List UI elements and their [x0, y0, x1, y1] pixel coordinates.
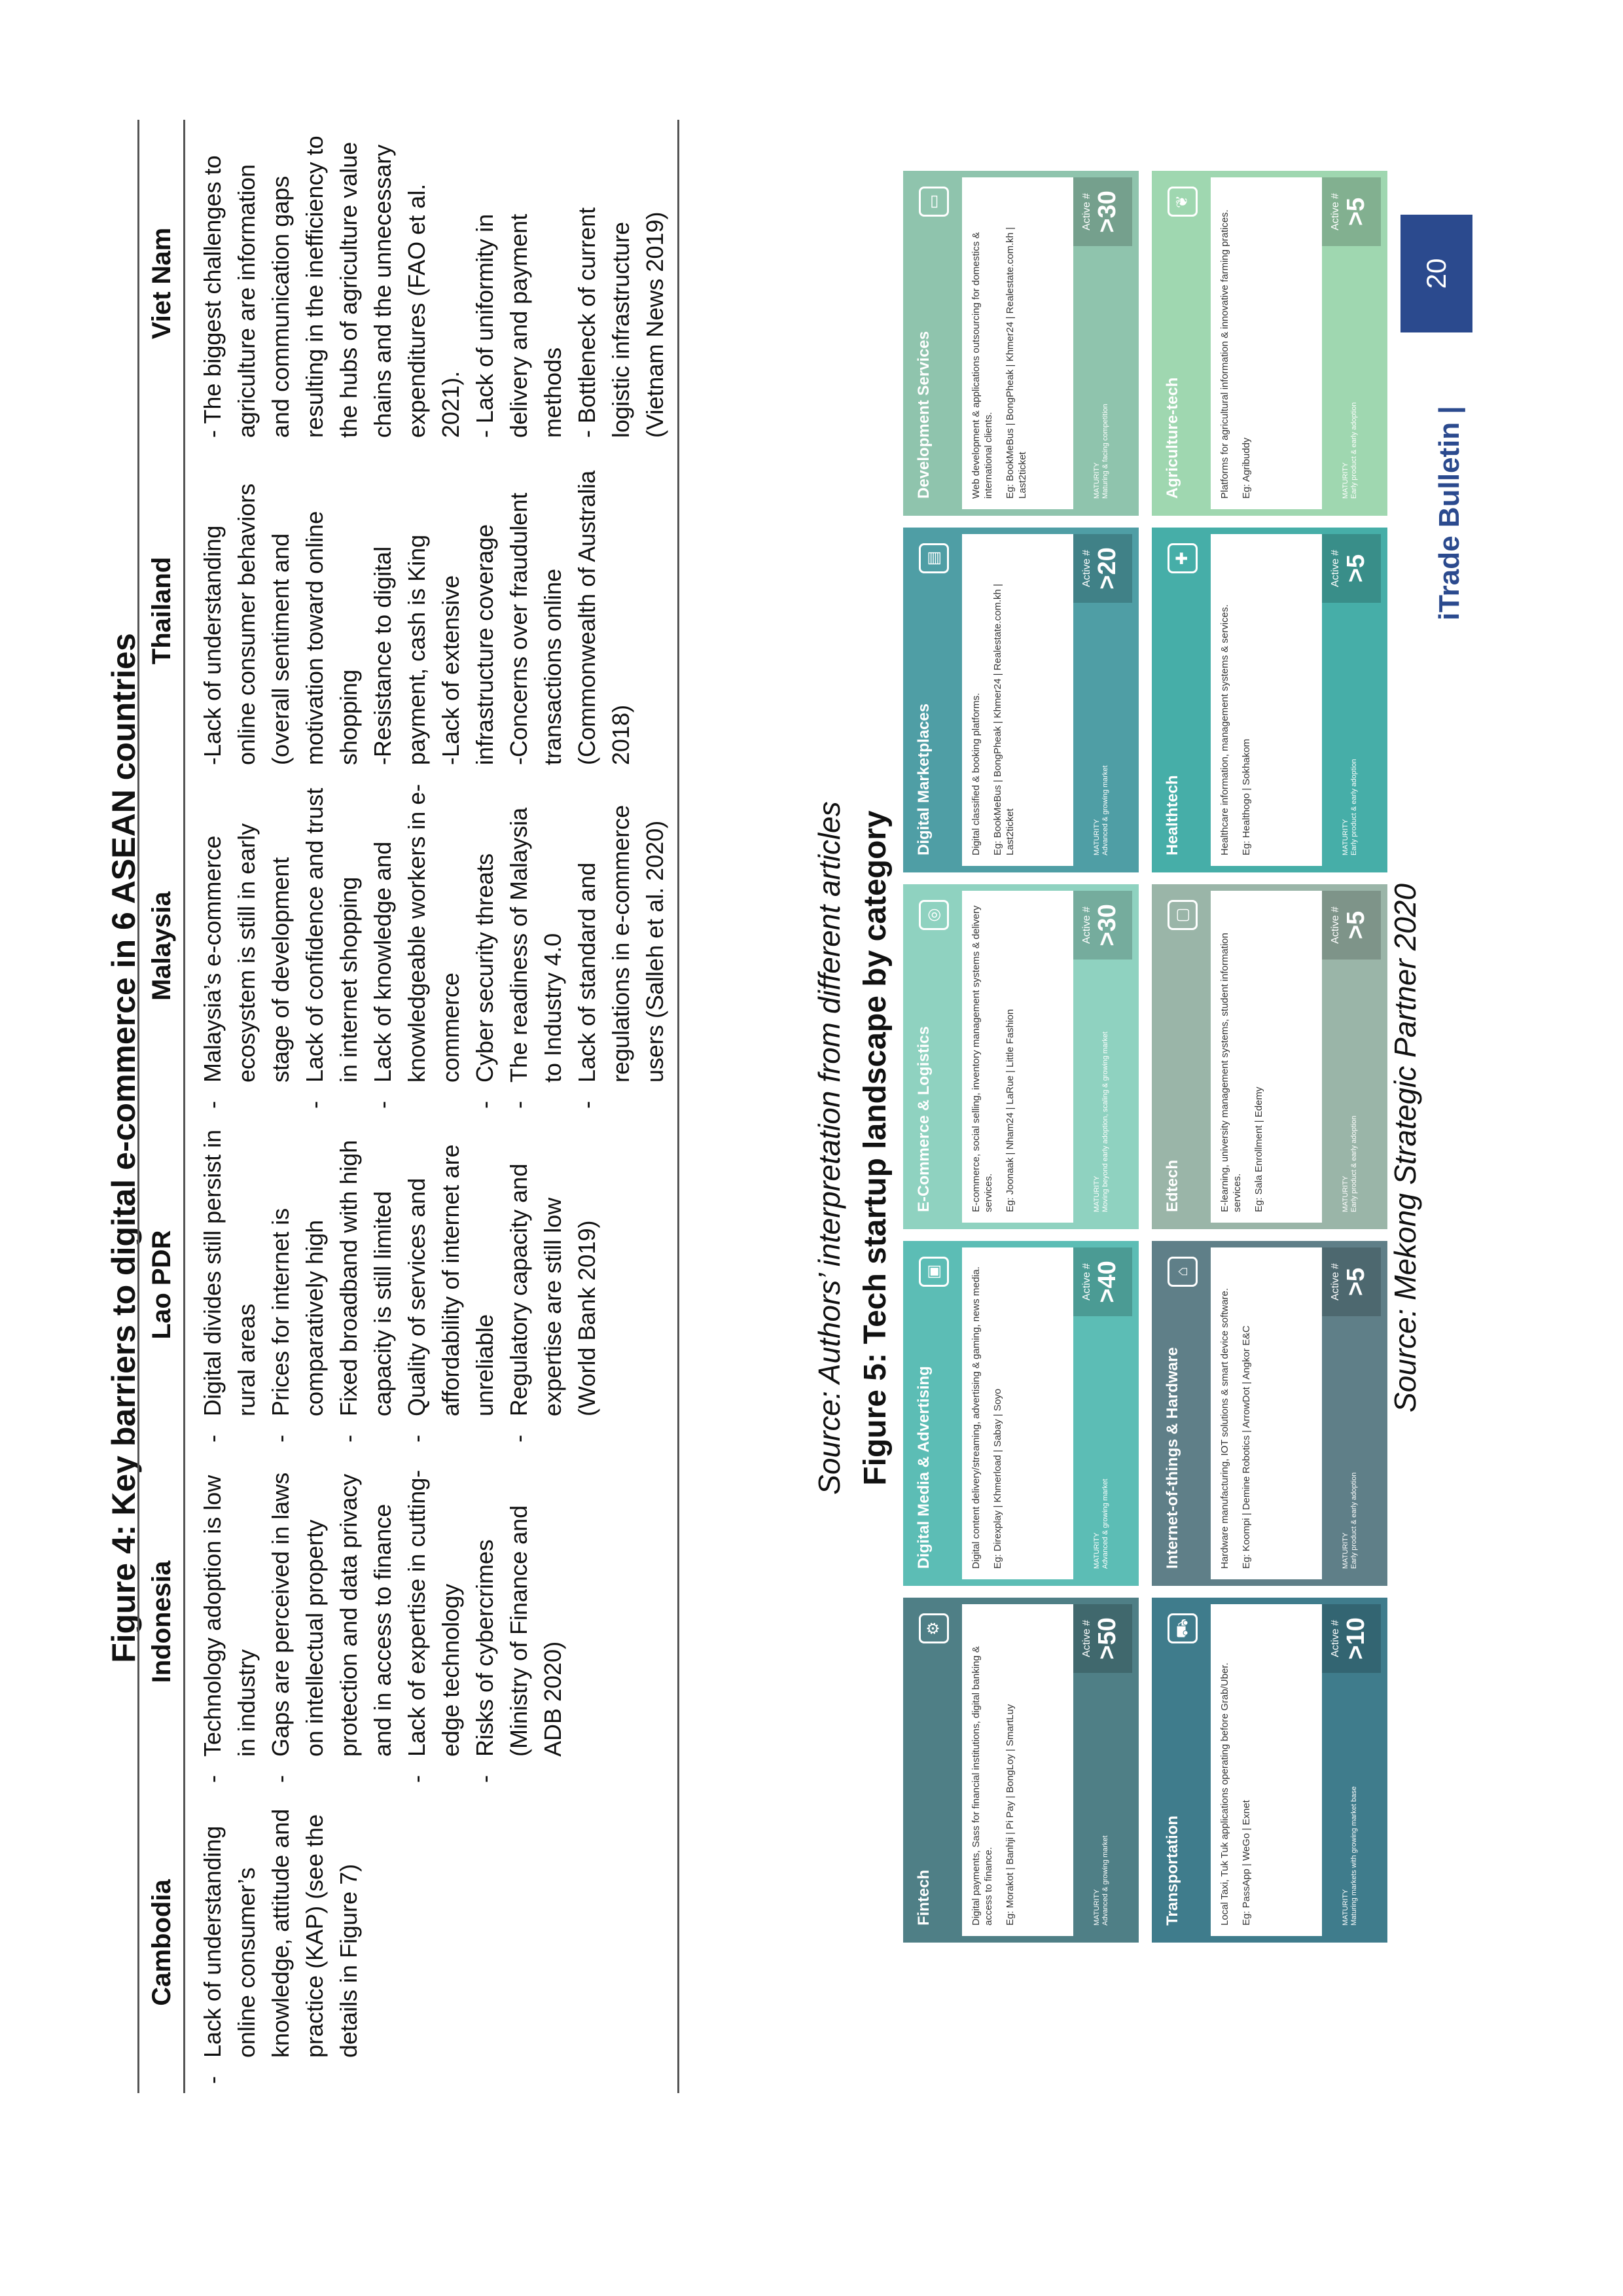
startup-card	[903, 884, 1139, 1229]
maturity	[1342, 607, 1359, 855]
card-body	[962, 1604, 1073, 1936]
active-label: Active #	[1330, 550, 1341, 587]
list-item: - Bottleneck of current logistic infrastructure (Vietnam News 2019)	[573, 207, 668, 438]
card-examples: Eg: Agribuddy	[1241, 437, 1252, 499]
list-item: - Cyber security threats	[468, 783, 502, 1109]
maturity-value: Early product & early adoption	[1350, 402, 1358, 499]
list-item: - Fixed broadband with high capacity is still limited	[332, 1127, 400, 1443]
maturity	[1093, 250, 1110, 499]
list-item: - Lack of expertise in cutting-edge technology	[400, 1461, 468, 1783]
card-description: Digital payments, Sass for financial institutions, digital banking & access to finance.	[971, 1646, 994, 1926]
maturity-label: MATURITY	[1093, 462, 1101, 499]
active-label: Active #	[1330, 906, 1341, 944]
list-item: - Malaysia’s e-commerce ecosystem is still in early stage of development	[196, 783, 298, 1109]
cell-vietnam	[185, 120, 679, 447]
table-row	[185, 120, 679, 2093]
card-header	[1158, 1247, 1211, 1579]
maturity-value: Early product & early adoption	[1350, 1472, 1358, 1569]
cell-cambodia	[185, 1792, 679, 2093]
card-header	[1158, 1604, 1211, 1936]
figure5-source: Source: Mekong Strategic Partner 2020	[1388, 884, 1422, 1413]
card-description: E-commerce, social selling, inventory management systems & delivery services.	[971, 905, 994, 1212]
maturity-label: MATURITY	[1093, 1889, 1101, 1926]
active-count	[1073, 891, 1132, 960]
card-examples: Eg: Morakot | Banhji | Pi Pay | BongLoy | SmartLuy	[1005, 1704, 1016, 1926]
card-description: Platforms for agricultural information & innovative farming pratices.	[1219, 209, 1230, 499]
active-value: >30	[1094, 904, 1121, 946]
category-icon: ⚙	[919, 1613, 949, 1643]
active-value: >30	[1094, 190, 1121, 233]
card-body	[1211, 177, 1322, 509]
card-description: Local Taxi, Tuk Tuk applications operating before Grab/Uber.	[1219, 1662, 1230, 1926]
card-examples: Eg: Joonaak | Nham24 | LaRue | Little Fashion	[1005, 1009, 1016, 1212]
active-value: >20	[1094, 547, 1121, 590]
maturity-value: Advanced & growing market	[1101, 1479, 1109, 1569]
page-number: 20	[1400, 215, 1472, 332]
col-header-malaysia: Malaysia	[139, 774, 185, 1118]
active-value: >40	[1094, 1261, 1121, 1303]
maturity	[1342, 963, 1359, 1212]
list-item: - Lack of standard and regulations in e-commerce users (Salleh et al. 2020)	[570, 783, 672, 1109]
card-body	[1211, 534, 1322, 866]
active-count	[1073, 1247, 1132, 1316]
active-value: >10	[1342, 1617, 1370, 1660]
card-title: Healthtech	[1164, 775, 1181, 855]
maturity	[1093, 963, 1110, 1212]
active-label: Active #	[1081, 906, 1092, 944]
startup-card	[1152, 528, 1387, 872]
list-item: - Risks of cybercrimes (Ministry of Finance and ADB 2020)	[468, 1461, 570, 1783]
card-header	[910, 177, 962, 509]
category-icon: ▣	[919, 1257, 949, 1287]
maturity	[1342, 1677, 1359, 1926]
card-title: Digital Media & Advertising	[915, 1366, 933, 1569]
card-description: Hardware manufacturing, IOT solutions & smart device software.	[1219, 1287, 1230, 1569]
card-title: Development Services	[915, 331, 933, 499]
col-header-laopdr: Lao PDR	[139, 1118, 185, 1452]
active-count	[1322, 891, 1381, 960]
card-body	[962, 177, 1073, 509]
maturity	[1342, 1320, 1359, 1569]
maturity	[1093, 1320, 1110, 1569]
card-description: Healthcare information, management systems & services.	[1219, 604, 1230, 855]
category-icon: ◎	[919, 900, 949, 930]
card-examples: Eg: Sala Enrollment | Edemy	[1253, 1086, 1264, 1212]
startup-card	[1152, 884, 1387, 1229]
startup-card	[1152, 1241, 1387, 1586]
maturity-label: MATURITY	[1342, 1532, 1349, 1569]
card-footer	[1073, 891, 1132, 1223]
card-description: Digital content delivery/streaming, advertising & gaming, news media.	[971, 1266, 982, 1569]
card-footer	[1073, 534, 1132, 866]
figure4-source: Source: Authors’ interpretation from different articles	[812, 801, 846, 1495]
card-examples: Eg: BookMeBus | BongPheak | Khmer24 | Realestate.com.kh | Last2ticket	[992, 584, 1016, 855]
card-title: E-Commerce & Logistics	[915, 1026, 933, 1212]
figure4-title: Figure 4: Key barriers to digital e-commerce in 6 ASEAN countries	[105, 633, 142, 1663]
maturity-value: Early product & early adoption	[1350, 759, 1358, 855]
cell-thailand	[185, 447, 679, 774]
active-label: Active #	[1330, 1620, 1341, 1657]
active-value: >50	[1094, 1617, 1121, 1660]
card-examples: Eg: Healthogo | Sokhakom	[1241, 738, 1252, 855]
list-item: - Gaps are perceived in laws on intellectual property protection and data privacy and in access to finance	[264, 1461, 400, 1783]
active-value: >5	[1342, 197, 1370, 226]
category-icon: ▢	[1168, 900, 1198, 930]
card-footer	[1322, 1247, 1381, 1579]
active-value: >5	[1342, 554, 1370, 583]
list-item: -Lack of understanding online consumer behaviors (overall sentiment and motivation toward online shopping	[199, 483, 362, 765]
card-body	[1211, 1247, 1322, 1579]
list-item: - Digital divides still persist in rural areas	[196, 1127, 264, 1443]
col-header-vietnam: Viet Nam	[139, 120, 185, 447]
active-label: Active #	[1081, 193, 1092, 230]
col-header-cambodia: Cambodia	[139, 1792, 185, 2093]
active-count	[1322, 177, 1381, 246]
category-icon: ✚	[1168, 543, 1198, 573]
active-value: >5	[1342, 910, 1370, 940]
startup-card	[1152, 1598, 1387, 1943]
maturity-label: MATURITY	[1093, 1175, 1101, 1212]
startup-card	[903, 528, 1139, 872]
category-icon: ⌂	[1168, 1257, 1198, 1287]
startup-card	[903, 1598, 1139, 1943]
cell-laopdr	[185, 1118, 679, 1452]
active-count	[1073, 177, 1132, 246]
card-header	[910, 891, 962, 1223]
card-title: Internet-of-things & Hardware	[1164, 1347, 1181, 1569]
maturity-label: MATURITY	[1342, 1889, 1349, 1926]
figure5-title: Figure 5: Tech startup landscape by category	[858, 810, 893, 1486]
active-label: Active #	[1081, 550, 1092, 587]
col-header-indonesia: Indonesia	[139, 1452, 185, 1792]
list-item: - The biggest challenges to agriculture are information and communication gaps resulting in the inefficiency to the hubs of agriculture value chains and the unnecessary expenditures (FAO et al. 2021).	[199, 135, 464, 438]
maturity-label: MATURITY	[1093, 1532, 1101, 1569]
list-item: -Concerns over fraudulent transactions online (Commonwealth of Australia 2018)	[505, 470, 634, 765]
maturity-label: MATURITY	[1342, 819, 1349, 855]
card-header	[910, 1247, 962, 1579]
card-header	[1158, 534, 1211, 866]
maturity-value: Maturing markets with growing market base	[1350, 1786, 1358, 1926]
maturity-value: Early product & early adoption	[1350, 1115, 1358, 1212]
card-examples: Eg: Koompi | Demine Robotics | ArrowDot | Angkor E&C	[1241, 1325, 1252, 1569]
card-body	[1211, 1604, 1322, 1936]
list-item: - Lack of confidence and trust in internet shopping	[298, 783, 366, 1109]
card-title: Digital Marketplaces	[915, 703, 933, 855]
active-count	[1073, 534, 1132, 603]
card-examples: Eg: Direxplay | Khmerload | Sabay | Soyo	[992, 1388, 1003, 1569]
card-footer	[1322, 891, 1381, 1223]
maturity	[1093, 1677, 1110, 1926]
maturity-value: Advanced & growing market	[1101, 1835, 1109, 1926]
category-icon: ▭	[919, 187, 949, 217]
maturity-value: Maturing & facing competition	[1101, 404, 1109, 499]
category-icon: ⛟	[1168, 1613, 1198, 1643]
active-label: Active #	[1330, 193, 1341, 230]
active-label: Active #	[1081, 1620, 1092, 1657]
maturity-label: MATURITY	[1342, 462, 1349, 499]
maturity	[1093, 607, 1110, 855]
card-examples: Eg: PassApp | WeGo | Exnet	[1241, 1800, 1252, 1926]
card-body	[962, 534, 1073, 866]
list-item: - Quality of services and affordability of internet are unreliable	[400, 1127, 502, 1443]
list-item: -Resistance to digital payment, cash is King	[369, 534, 430, 765]
list-item: - Lack of knowledge and knowledgeable workers in e-commerce	[366, 783, 468, 1109]
card-footer	[1073, 1247, 1132, 1579]
active-label: Active #	[1330, 1263, 1341, 1300]
card-title: Transportation	[1164, 1815, 1181, 1926]
card-examples: Eg: BookMeBus | BongPheak | Khmer24 | Realestate.com.kh | Last2ticket	[1005, 227, 1028, 499]
card-title: Agriculture-tech	[1164, 377, 1181, 499]
card-description: Web development & applications outsourcing for domestics & international clients.	[971, 232, 994, 499]
active-count	[1322, 1247, 1381, 1316]
active-count	[1073, 1604, 1132, 1673]
list-item: - Lack of understanding online consumer’s knowledge, attitude and practice (KAP) (see the details in Figure 7)	[196, 1801, 366, 2084]
card-title: Edtech	[1164, 1159, 1181, 1212]
startup-card	[1152, 171, 1387, 516]
card-description: Digital classified & booking platforms.	[971, 692, 982, 855]
category-icon: ❦	[1168, 187, 1198, 217]
category-icon: ▤	[919, 543, 949, 573]
card-header	[1158, 177, 1211, 509]
maturity-value: Moving beyond early adoption, scaling & growing market	[1101, 1031, 1109, 1212]
card-header	[910, 534, 962, 866]
list-item: - The readiness of Malaysia to Industry 4.0	[502, 783, 570, 1109]
card-description: E-learning, university management systems, student information services.	[1219, 933, 1243, 1212]
list-item: - Technology adoption is low in industry	[196, 1461, 264, 1783]
list-item: - Prices for internet is comparatively high	[264, 1127, 332, 1443]
card-footer	[1073, 1604, 1132, 1936]
barriers-table	[137, 120, 679, 2093]
cell-malaysia	[185, 774, 679, 1118]
card-header	[910, 1604, 962, 1936]
card-footer	[1322, 1604, 1381, 1936]
active-label: Active #	[1081, 1263, 1092, 1300]
active-value: >5	[1342, 1267, 1370, 1297]
card-body	[962, 1247, 1073, 1579]
card-footer	[1073, 177, 1132, 509]
active-count	[1322, 1604, 1381, 1673]
startup-card	[903, 171, 1139, 516]
col-header-thailand: Thailand	[139, 447, 185, 774]
maturity	[1342, 250, 1359, 499]
startup-card	[903, 1241, 1139, 1586]
card-footer	[1322, 177, 1381, 509]
card-body	[1211, 891, 1322, 1223]
card-footer	[1322, 534, 1381, 866]
card-title: Fintech	[915, 1869, 933, 1926]
list-item: - Regulatory capacity and expertise are still low (World Bank 2019)	[502, 1127, 604, 1443]
maturity-label: MATURITY	[1342, 1175, 1349, 1212]
cell-indonesia	[185, 1452, 679, 1792]
maturity-value: Advanced & growing market	[1101, 765, 1109, 855]
card-body	[962, 891, 1073, 1223]
maturity-label: MATURITY	[1093, 819, 1101, 855]
list-item: - Lack of uniformity in delivery and payment methods	[471, 213, 566, 438]
footer-brand: iTrade Bulletin |	[1433, 406, 1465, 620]
list-item: -Lack of extensive infrastructure coverage	[437, 524, 498, 765]
active-count	[1322, 534, 1381, 603]
table-header-row	[139, 120, 185, 2093]
card-header	[1158, 891, 1211, 1223]
